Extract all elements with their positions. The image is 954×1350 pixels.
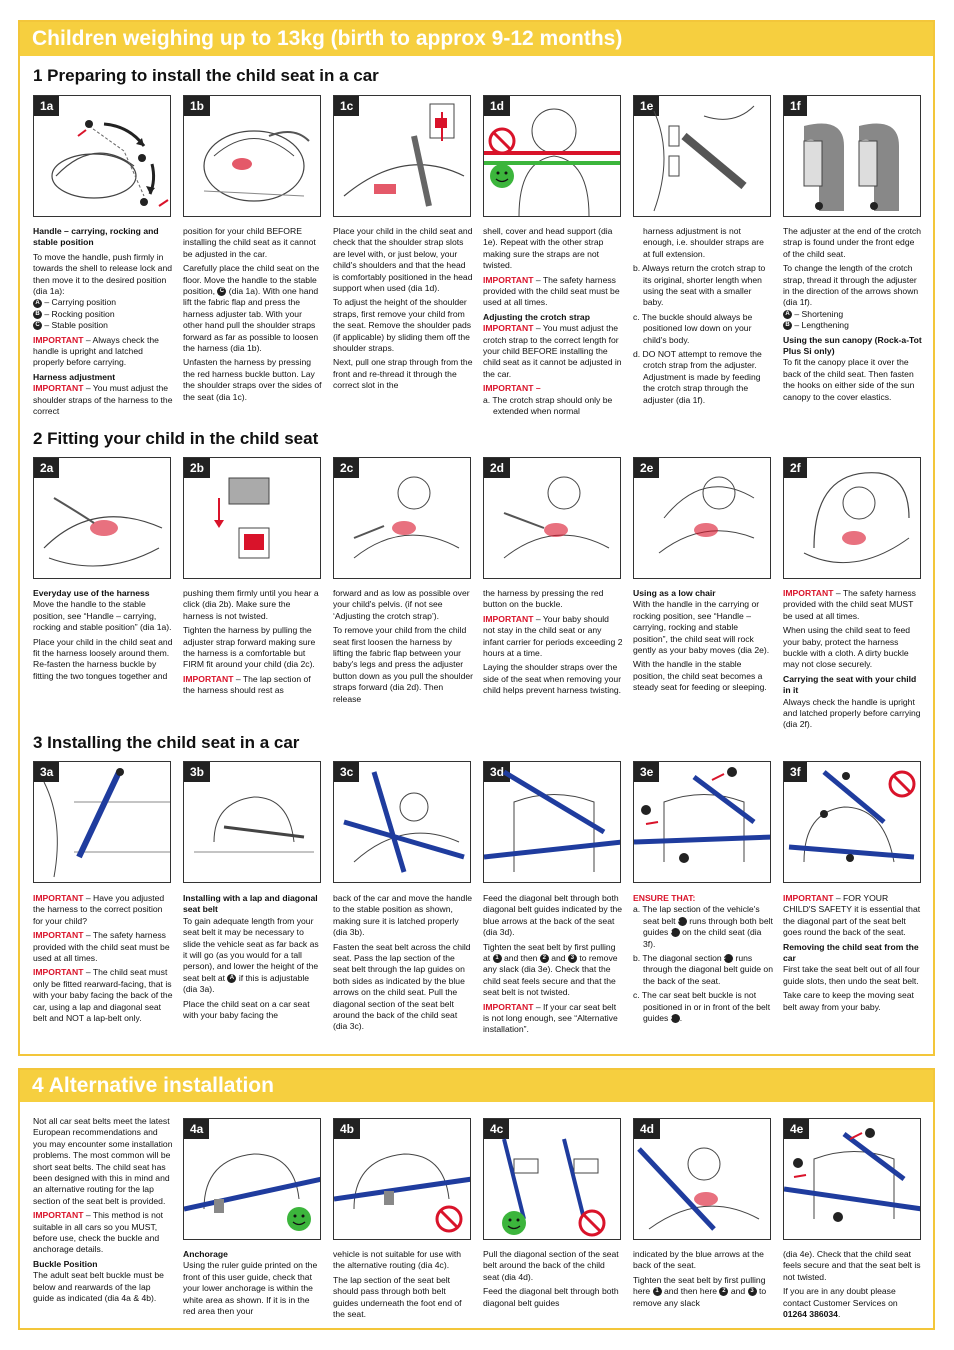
paragraph: – If your car seat belt is not long enough, see “Alternative installation”. — [483, 1001, 618, 1035]
section-1-title: 1 Preparing to install the child seat in a car — [33, 66, 379, 85]
paragraph: and — [551, 953, 566, 964]
paragraph: – The safety harness provided with the child seat must be used at all times. — [483, 274, 620, 308]
list-item: runs through the diagonal belt guide on the back of the seat. — [643, 953, 773, 986]
paragraph: the harness by pressing the red button on the buckle. — [483, 588, 604, 610]
paragraph: Place your child in the child seat and fit the harness loosely around them. Re-fasten the harness buckle by fitting the two tongues together and — [33, 636, 173, 681]
alternative-installation-panel — [18, 1068, 935, 1330]
section-4-column-4 — [483, 1249, 623, 1312]
diagram-4d — [633, 1118, 771, 1240]
section-1-column-2 — [183, 226, 323, 406]
diagonal-section-illustration — [634, 1119, 771, 1240]
section-2-column-4 — [483, 588, 623, 700]
diagram-tag: 1f — [784, 96, 807, 116]
lap-belt-routing-illustration — [334, 762, 471, 883]
important-label: IMPORTANT — [783, 893, 834, 903]
paragraph: – The lap section of the harness should rest as — [183, 673, 311, 696]
paragraph: (dia 1a). With one hand lift the fabric flap and press the harness adjuster tab. With your other hand pull the shoulder straps forward as far as possible to loosen the harness (dia 1b). — [183, 286, 319, 354]
marker-c: C — [724, 954, 733, 963]
diagonal-belt-guides-illustration — [484, 762, 621, 883]
list-item: b. The diagonal section — [633, 953, 722, 964]
diagram-1e — [633, 95, 771, 217]
diagram-tag: 1e — [634, 96, 659, 116]
list-item: – Rocking position — [44, 308, 115, 319]
important-label: IMPORTANT — [183, 673, 234, 684]
paragraph: – You must adjust the shoulder straps of the harness to the correct — [33, 383, 173, 417]
list-item: c. The buckle should always be positioned low down on your child's body. — [633, 311, 753, 345]
paragraph: The adjuster at the end of the crotch strap is found under the front edge of the child seat. — [783, 226, 922, 259]
list-item: b. Always return the crotch strap to its original, shorter length when using the seat with a smaller baby. — [633, 263, 766, 308]
paragraph: back of the car and move the handle to the stable position as shown, making sure it is latched properly (dia 3b). — [333, 893, 473, 938]
diagram-3a — [33, 761, 171, 883]
list-item: harness adjustment is not enough, i.e. shoulder straps are at full extension. — [643, 226, 764, 259]
important-label: IMPORTANT — [783, 588, 834, 598]
belt-path-check-illustration — [784, 762, 921, 883]
diagram-tag: 2f — [784, 458, 807, 478]
paragraph: To adjust the height of the shoulder straps, first remove your child from the seat. Remove the shoulder pads (if applicable) by sliding them off the shoulder straps. — [333, 297, 472, 354]
harness-loosen-illustration — [184, 96, 321, 217]
paragraph: forward and as low as possible over your child's pelvis. (if not see ‘Adjusting the crotch strap’). — [333, 588, 470, 621]
paragraph: Laying the shoulder straps over the side of the seat when removing your child helps prevent harness twisting. — [483, 662, 622, 696]
section-4-column-6: (dia 4e). Check that the child seat feels secure and that the seat belt is not twisted. If you are in any doubt please contact Customer Services on 01264 386034. — [783, 1249, 923, 1323]
marker-b: B — [671, 1014, 680, 1023]
paragraph: to remove any slack (dia 3e). Check that the child seat feels secure and that the seat belt is not twisted. — [483, 953, 618, 998]
diagram-tag: 1d — [484, 96, 510, 116]
paragraph: Tighten the harness by pulling the adjuster strap forward making sure the harness is a comfortable but FIRM fit around your child (dia 2c). — [183, 625, 316, 670]
vehicle-seat-belt-illustration — [34, 762, 171, 883]
paragraph: To remove your child from the child seat first loosen the harness by lifting the fabric flap between your baby's legs and press the adjuster button down as you pull the shoulder straps forward (dia 2d). Then release — [333, 625, 473, 704]
section-3-column-2 — [183, 893, 323, 1024]
paragraph: Tighten the seat belt by first pulling at — [483, 941, 616, 964]
section-4-title: 4 Alternative installation — [20, 1070, 933, 1102]
marker-a: A — [227, 974, 236, 983]
important-label: IMPORTANT — [483, 323, 534, 334]
diagram-2c — [333, 457, 471, 579]
paragraph: Always check the handle is upright and latched properly before carrying (dia 2f). — [783, 696, 921, 730]
seat-on-vehicle-illustration — [184, 762, 321, 883]
heading: Adjusting the crotch strap — [483, 311, 590, 322]
heading: Handle – carrying, rocking and stable position — [33, 226, 159, 248]
important-label: IMPORTANT — [483, 274, 534, 285]
paragraph: Carefully place the child seat on the floor. Move the handle to the stable position, — [183, 263, 320, 297]
section-4-column-5 — [633, 1249, 773, 1312]
paragraph: Next, pull one strap through from the front and re-thread it through the correct slot in the — [333, 357, 473, 391]
paragraph: Take care to keep the moving seat belt away from your baby. — [783, 990, 914, 1012]
paragraph: Unfasten the harness by pressing the red harness buckle button. Lay the shoulder straps over the sides of the seat (dia 1c). — [183, 357, 322, 402]
important-label: IMPORTANT — [483, 613, 534, 624]
important-label: IMPORTANT — [33, 383, 84, 394]
paragraph: – Always check the handle is upright and latched properly before carrying. — [33, 334, 159, 368]
heading: Carrying the seat with your child in it — [783, 673, 917, 696]
paragraph: – Have you adjusted the harness to the correct position for your child? — [33, 893, 165, 926]
low-chair-illustration — [634, 458, 771, 579]
heading: Buckle Position — [33, 1258, 98, 1269]
heading: Using the sun canopy (Rock-a-Tot Plus Si only) — [783, 334, 922, 357]
list-item: c. The car seat belt buckle is not positioned in or in front of the belt guides — [633, 990, 771, 1024]
carry-seat-illustration — [784, 458, 921, 579]
diagram-tag: 4e — [784, 1119, 809, 1139]
paragraph: – Your baby should not stay in the child seat or any infant carrier for periods exceeding 2 hours at a time. — [483, 613, 623, 659]
diagram-tag: 3e — [634, 762, 659, 782]
list-item: – Lengthening — [794, 320, 849, 331]
paragraph: First take the seat belt out of all four guide slots, then undo the seat belt. — [783, 964, 920, 986]
crotch-strap-adjuster-illustration — [784, 96, 921, 217]
paragraph: Tighten the seat belt by first pulling here — [633, 1274, 766, 1297]
marker-a: A — [783, 310, 792, 319]
diagram-3f — [783, 761, 921, 883]
paragraph: to remove any slack — [633, 1286, 767, 1308]
paragraph: and then — [503, 953, 538, 964]
diagram-tag: 2c — [334, 458, 359, 478]
section-3-title: 3 Installing the child seat in a car — [33, 733, 300, 752]
paragraph: With the handle in the carrying or rocking position, see “Handle – carrying, rocking and stable position”, the child seat will rock gently as your baby moves (dia 2e). — [633, 599, 770, 656]
diagram-1c — [333, 95, 471, 217]
diagram-tag: 2d — [484, 458, 510, 478]
section-1-column-5 — [633, 226, 773, 409]
phone-number: 01264 386034 — [783, 1309, 838, 1320]
paragraph: Feed the diagonal belt through both diagonal belt guides indicated by the blue arrows at the back of the seat (dia 3d). — [483, 893, 623, 938]
section-3-column-4 — [483, 893, 623, 1039]
important-label: IMPORTANT — [483, 1001, 534, 1012]
diagram-tag: 1c — [334, 96, 359, 116]
marker-b: B — [783, 321, 792, 330]
paragraph: pushing them firmly until you hear a click (dia 2b). Make sure the harness is not twisted. — [183, 588, 319, 621]
diagram-tag: 2e — [634, 458, 659, 478]
marker-c: C — [217, 287, 226, 296]
marker-b: B — [33, 310, 42, 319]
important-label: IMPORTANT — [33, 334, 84, 345]
section-1-column-3 — [333, 226, 473, 395]
section-1-column-6 — [783, 226, 923, 406]
marker-3: 3 — [568, 954, 577, 963]
heading: Everyday use of the harness — [33, 588, 150, 598]
important-label: IMPORTANT — [33, 893, 84, 903]
section-2-column-6 — [783, 588, 923, 734]
tighten-belt-illustration — [634, 762, 771, 883]
diagram-tag: 3c — [334, 762, 359, 782]
buckle-position-ok-illustration — [184, 1119, 321, 1240]
paragraph: and then here — [663, 1286, 718, 1297]
section-1-column-4 — [483, 226, 623, 421]
important-label: IMPORTANT — [33, 1210, 84, 1221]
remove-child-illustration — [484, 458, 621, 579]
section-4-column-1 — [33, 1116, 173, 1308]
marker-c: C — [33, 321, 42, 330]
diagram-tag: 3d — [484, 762, 510, 782]
paragraph: Fasten the seat belt across the child seat. Pass the lap section of the seat belt through the lap guides on both sides as indicated by the blue arrows on the child seat. Pull the diagonal section of the seat belt around the back of the child seat (dia 3c). — [333, 941, 471, 1032]
diagram-tag: 3f — [784, 762, 807, 782]
diagram-3e — [633, 761, 771, 883]
list-item: – Stable position — [44, 320, 108, 331]
section-3-column-5: ENSURE THAT: a. The lap section of the vehicle's seat belt A runs through both belt guides B on the child seat (dia 3f). b. The diagonal section C runs through the diagonal belt guide on the back of the seat. c. The car seat belt buckle is not positioned in or in front of the belt guides B . — [633, 893, 773, 1024]
diagram-tag: 4d — [634, 1119, 660, 1139]
place-child-illustration — [34, 458, 171, 579]
paragraph: – FOR YOUR CHILD'S SAFETY it is essential that the diagonal part of the seat belt goes round the back of the seat. — [783, 893, 921, 938]
section-3-column-1 — [33, 893, 173, 1027]
handle-positions-illustration — [34, 96, 171, 217]
paragraph: The lap section of the seat belt should pass through both belt guides underneath the foot end of the seat. — [333, 1274, 462, 1320]
section-2-title: 2 Fitting your child in the child seat — [33, 429, 319, 448]
paragraph: With the handle in the stable position, the child seat becomes a steady seat for feeding or sleeping. — [633, 659, 767, 693]
list-item: – Shortening — [794, 308, 844, 319]
section-2-column-3 — [333, 588, 473, 708]
paragraph: (dia 4e). Check that the child seat feels secure and that the seat belt is not twisted. — [783, 1249, 921, 1282]
paragraph: When using the child seat to feed your baby, protect the harness buckle with a cloth. A dirty buckle may not close securely. — [783, 625, 911, 670]
paragraph: vehicle is not suitable for use with the alternative routing (dia 4c). — [333, 1249, 462, 1271]
section-4-column-2 — [183, 1249, 323, 1320]
anchorage-check-illustration — [484, 1119, 621, 1240]
list-item: a. The crotch strap should only be extended when normal — [483, 394, 613, 417]
page-title: Children weighing up to 13kg (birth to approx 9-12 months) — [20, 22, 933, 56]
diagram-4e — [783, 1118, 921, 1240]
diagram-tag: 4b — [334, 1119, 360, 1139]
paragraph: – The child seat must only be fitted rearward-facing, that is with your baby facing the back of the car, using a lap and diagonal seat belt and NOT a lap-belt only. — [33, 967, 173, 1024]
diagram-2b — [183, 457, 321, 579]
paragraph: and — [730, 1286, 746, 1297]
list-item: – Carrying position — [44, 297, 117, 308]
list-item: a. The lap section of the vehicle's seat belt — [633, 904, 760, 926]
paragraph: Using the ruler guide printed on the front of this user guide, check that your lower anchorage is within the white area as shown. If it is in the red area then your — [183, 1260, 318, 1317]
paragraph: position for your child BEFORE installing the child seat as it cannot be adjusted in the car. — [183, 226, 316, 259]
diagram-2d — [483, 457, 621, 579]
diagram-3b — [183, 761, 321, 883]
diagram-tag: 4a — [184, 1119, 209, 1139]
section-4-column-3 — [333, 1249, 473, 1323]
section-2-column-5 — [633, 588, 773, 697]
diagram-2a — [33, 457, 171, 579]
heading: Using as a low chair — [633, 588, 716, 598]
diagram-1b — [183, 95, 321, 217]
marker-2: 2 — [540, 954, 549, 963]
paragraph: Not all car seat belts meet the latest European recommendations and you may encounter some installation problems. The most common will be short seat belts. The child seat has been designed with this in mind and an alternative routing for the lap section of the seat belt is provided. — [33, 1116, 173, 1206]
heading: Removing the child seat from the car — [783, 941, 919, 964]
buckle-position-wrong-illustration — [334, 1119, 471, 1240]
paragraph: If you are in any doubt please contact Customer Services on — [783, 1286, 898, 1308]
marker-1: 1 — [653, 1287, 662, 1296]
diagram-tag: 3a — [34, 762, 59, 782]
diagram-tag: 2a — [34, 458, 59, 478]
paragraph: Place the child seat on a car seat with your baby facing the — [183, 998, 310, 1021]
marker-a: A — [33, 299, 42, 308]
paragraph: To gain adequate length from your seat belt it may be necessary to slide the vehicle seat as far back as it will go (as you would for a tall person), and lower the height of the seat belt at — [183, 915, 319, 983]
paragraph: indicated by the blue arrows at the back of the seat. — [633, 1249, 764, 1271]
marker-b: B — [671, 928, 680, 937]
paragraph: – You must adjust the crotch strap to the correct length for your child BEFORE installing the child seat as it cannot be adjusted in the car. — [483, 323, 622, 379]
list-item: runs through both belt guides — [643, 915, 773, 938]
diagram-4a — [183, 1118, 321, 1240]
section-3-column-6 — [783, 893, 923, 1016]
paragraph: Pull the diagonal section of the seat belt around the back of the child seat (dia 4d). — [483, 1249, 619, 1282]
paragraph: shell, cover and head support (dia 1e). Repeat with the other strap making sure the straps are not twisted. — [483, 226, 613, 271]
section-3-column-3 — [333, 893, 473, 1036]
paragraph: Place your child in the child seat and check that the shoulder strap slots are level with, or just below, your child's shoulders and that the head is comfortably positioned in the head support when used (dia 1d). — [333, 226, 473, 294]
diagram-4c — [483, 1118, 621, 1240]
diagram-1d — [483, 95, 621, 217]
paragraph: – The safety harness provided with the child seat must be used at all times. — [33, 930, 170, 964]
diagram-1a — [33, 95, 171, 217]
marker-2: 2 — [719, 1287, 728, 1296]
tighten-harness-illustration — [334, 458, 471, 579]
list-item: on the child seat (dia 3f). — [643, 927, 762, 949]
paragraph: To move the handle, push firmly in towards the shell to release lock and then move it to the desired position (dia 1a): — [33, 251, 173, 297]
main-instructions-panel — [18, 20, 935, 1056]
diagram-3d — [483, 761, 621, 883]
paragraph: The adult seat belt buckle must be below and rearwards of the lap guide as indicated (dia 4a & 4b). — [33, 1270, 164, 1304]
marker-3: 3 — [748, 1287, 757, 1296]
unfasten-harness-illustration — [334, 96, 471, 217]
heading: Anchorage — [183, 1249, 228, 1259]
paragraph: Feed the diagonal belt through both diagonal belt guides — [483, 1286, 619, 1308]
heading: Harness adjustment — [33, 371, 116, 382]
heading: Installing with a lap and diagonal seat belt — [183, 893, 318, 915]
alternative-tighten-illustration — [784, 1119, 921, 1240]
important-label: IMPORTANT – — [483, 383, 541, 394]
paragraph: To change the length of the crotch strap, thread it through the adjuster in the direction of the arrows shown (dia 1f). — [783, 263, 919, 308]
marker-a: A — [678, 917, 687, 926]
list-item: d. DO NOT attempt to remove the crotch strap from the adjuster. Adjustment is made by feeding the crotch strap through the adjuster (dia 1f). — [633, 349, 762, 405]
important-label: IMPORTANT — [33, 930, 84, 941]
buckle-click-illustration — [184, 458, 321, 579]
diagram-tag: 4c — [484, 1119, 509, 1139]
diagram-4b — [333, 1118, 471, 1240]
section-1-column-1 — [33, 226, 173, 421]
diagram-tag: 1a — [34, 96, 59, 116]
diagram-3c — [333, 761, 471, 883]
important-label: IMPORTANT — [33, 967, 84, 978]
diagram-2f — [783, 457, 921, 579]
rethread-strap-illustration — [634, 96, 771, 217]
paragraph: – This method is not suitable in all cars so you MUST, before use, check the buckle and anchorage details. — [33, 1210, 164, 1255]
paragraph: Move the handle to the stable position, see “Handle – carrying, rocking and stable position” (dia 1a). — [33, 599, 172, 633]
paragraph: – The safety harness provided with the child seat MUST be used at all times. — [783, 588, 916, 621]
diagram-tag: 2b — [184, 458, 210, 478]
diagram-tag: 1b — [184, 96, 210, 116]
section-2-column-1 — [33, 588, 173, 685]
diagram-1f — [783, 95, 921, 217]
marker-1: 1 — [493, 954, 502, 963]
diagram-tag: 3b — [184, 762, 210, 782]
shoulder-strap-height-illustration — [484, 96, 621, 217]
paragraph: To fit the canopy place it over the back of the child seat. Then fasten the hooks on either side of the sun canopy to the cover elastics. — [783, 357, 915, 402]
diagram-2e — [633, 457, 771, 579]
ensure-heading: ENSURE THAT: — [633, 893, 696, 903]
section-2-column-2 — [183, 588, 323, 700]
paragraph: if this is adjustable (dia 3a). — [183, 972, 310, 995]
